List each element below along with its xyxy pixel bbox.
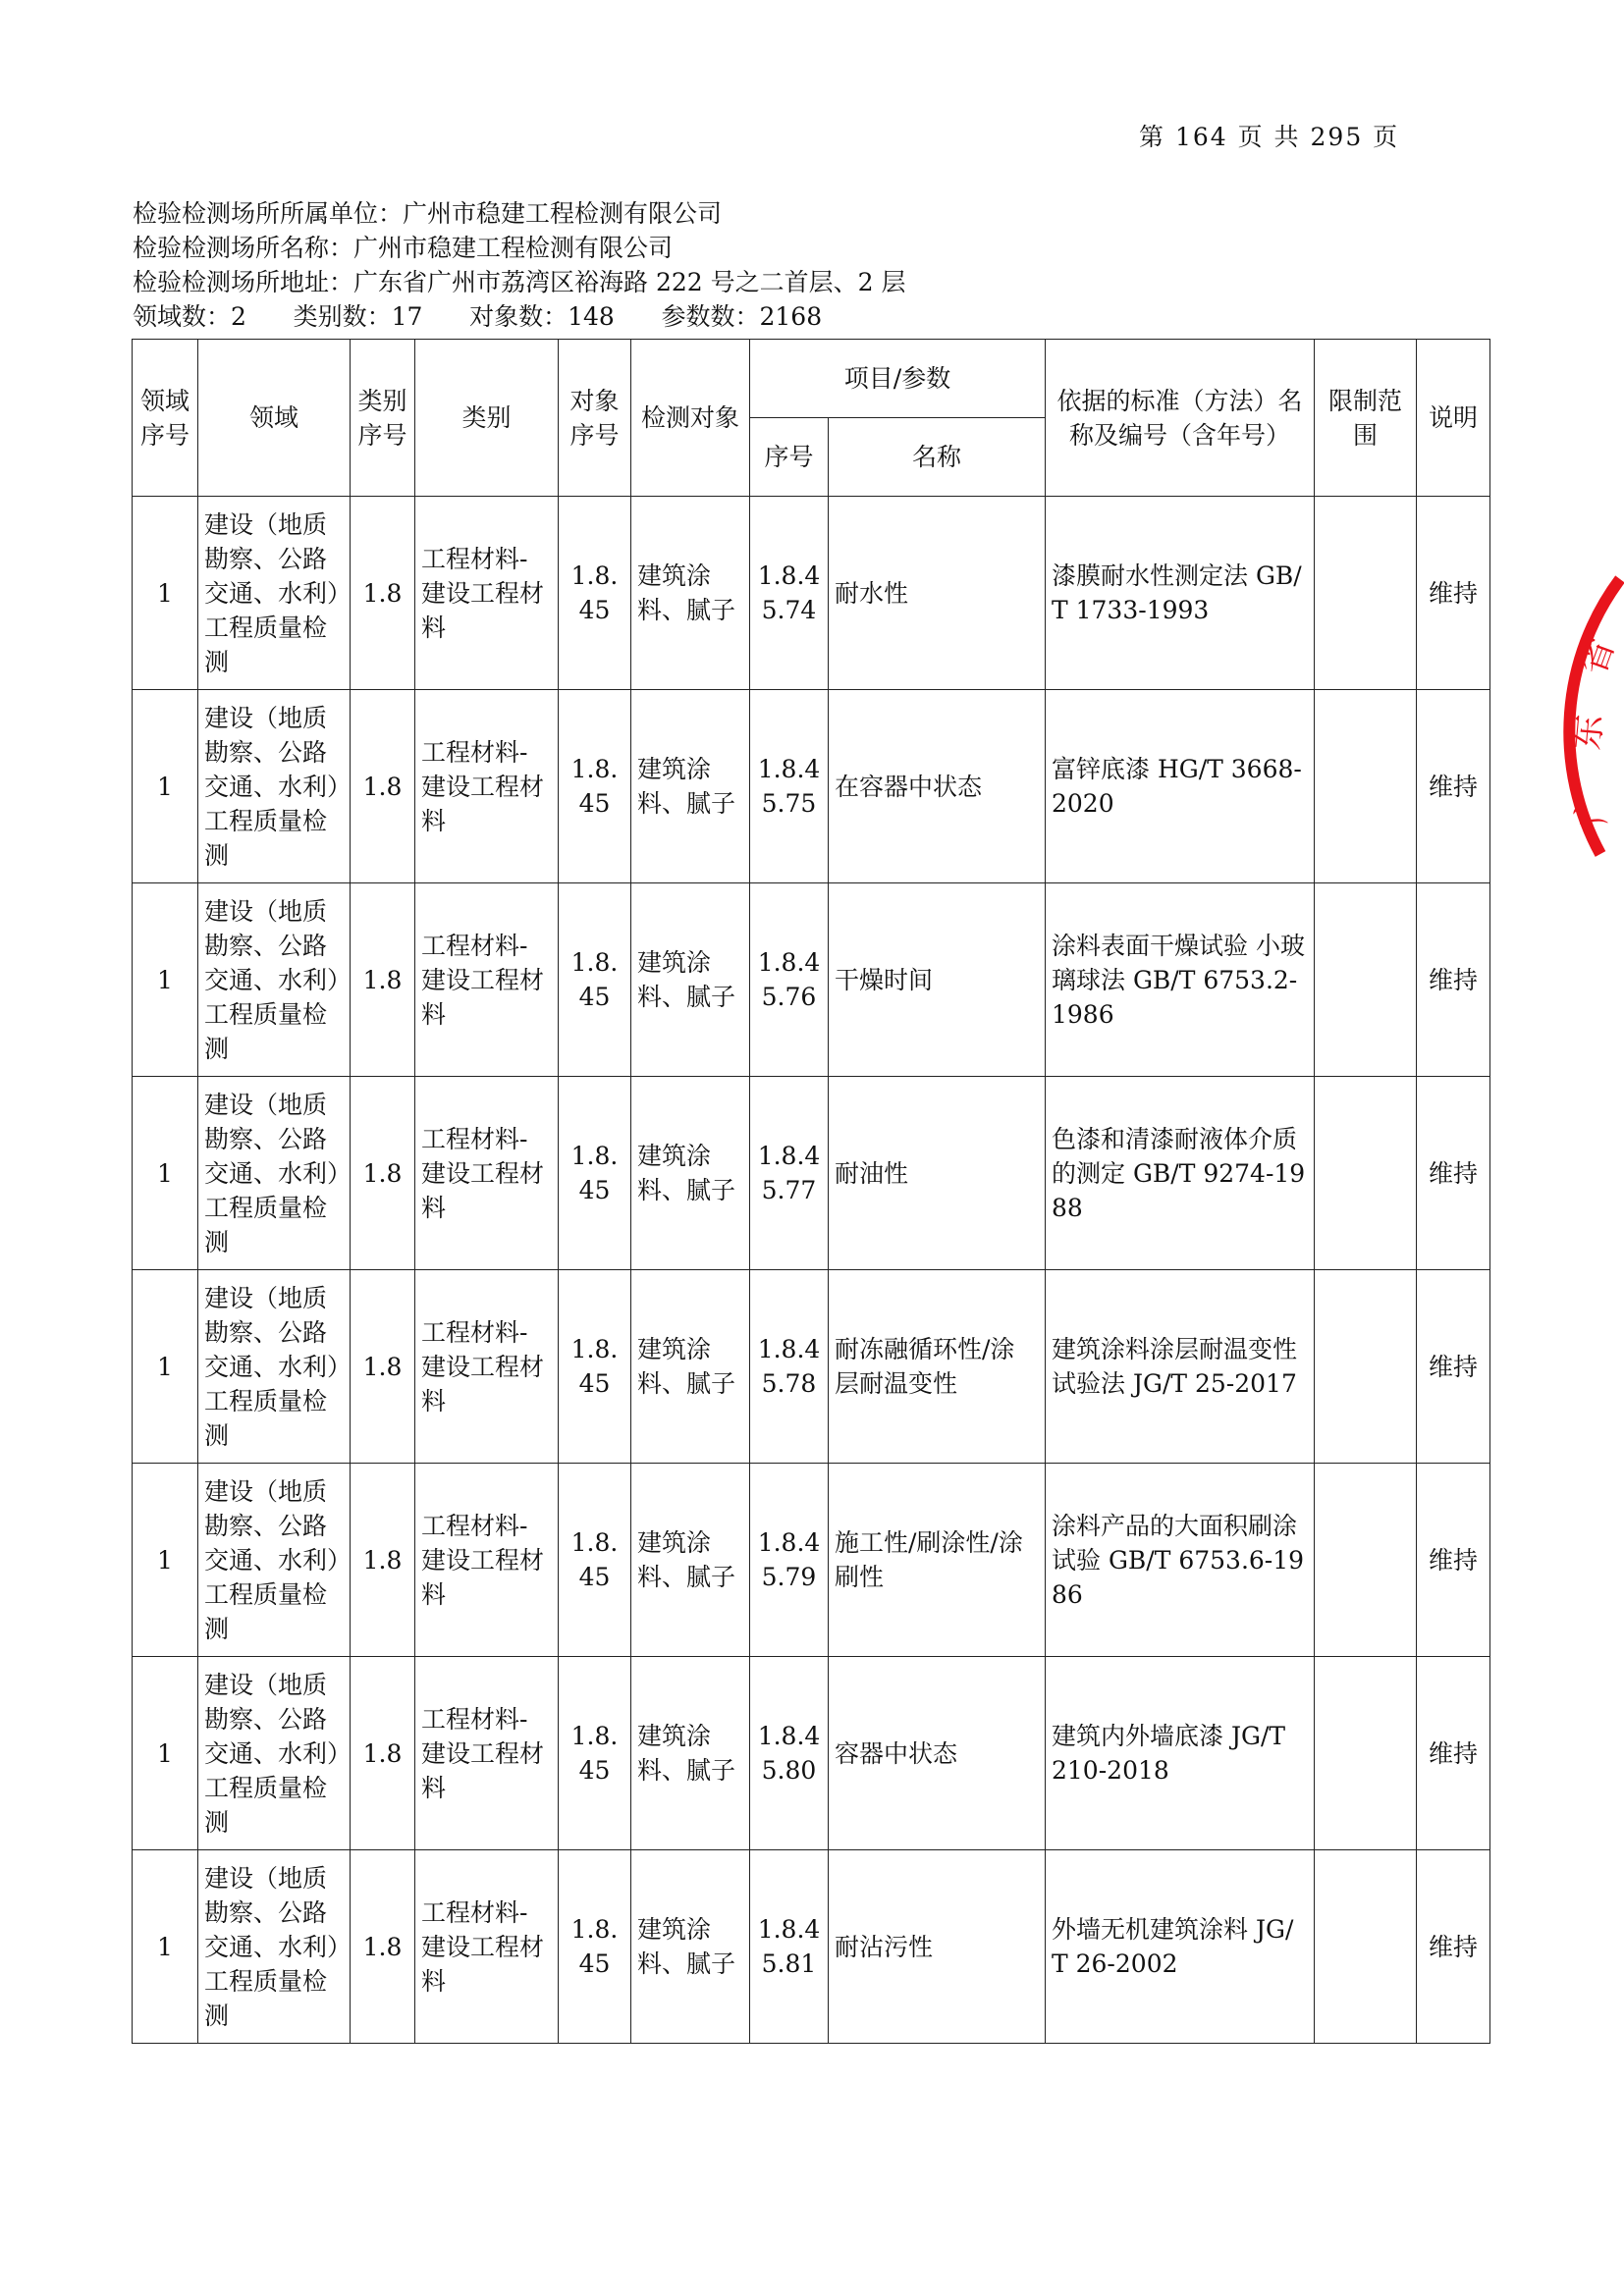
cell-seq: 1.8.45.77 bbox=[750, 1077, 829, 1270]
cell-domain-no: 1 bbox=[133, 883, 198, 1077]
svg-text:广: 广 bbox=[1568, 787, 1614, 830]
header-domain-no: 领域序号 bbox=[133, 340, 198, 497]
cell-cat: 工程材料-建设工程材料 bbox=[415, 1270, 559, 1464]
header-domain: 领域 bbox=[198, 340, 351, 497]
cell-limit bbox=[1315, 1850, 1417, 2044]
cell-obj-no: 1.8.45 bbox=[559, 883, 631, 1077]
cell-note: 维持 bbox=[1417, 1850, 1490, 2044]
cell-obj-no: 1.8.45 bbox=[559, 690, 631, 883]
cell-pname: 耐水性 bbox=[829, 497, 1046, 690]
header-category: 类别 bbox=[415, 340, 559, 497]
cell-cat: 工程材料-建设工程材料 bbox=[415, 883, 559, 1077]
cell-obj-no: 1.8.45 bbox=[559, 1270, 631, 1464]
table-row bbox=[133, 1270, 1490, 1464]
cell-domain: 建设（地质勘察、公路交通、水利）工程质量检测 bbox=[198, 1657, 351, 1850]
table-row bbox=[133, 1077, 1490, 1270]
table-row bbox=[133, 690, 1490, 883]
cell-domain: 建设（地质勘察、公路交通、水利）工程质量检测 bbox=[198, 690, 351, 883]
cell-limit bbox=[1315, 1270, 1417, 1464]
cell-domain-no: 1 bbox=[133, 1077, 198, 1270]
cell-domain-no: 1 bbox=[133, 1850, 198, 2044]
cell-obj: 建筑涂料、腻子 bbox=[631, 1077, 750, 1270]
header-param-name: 名称 bbox=[829, 418, 1046, 497]
table-row bbox=[133, 497, 1490, 690]
cell-obj-no: 1.8.45 bbox=[559, 497, 631, 690]
cell-seq: 1.8.45.74 bbox=[750, 497, 829, 690]
cell-cat-no: 1.8 bbox=[351, 1077, 415, 1270]
table-row bbox=[133, 1657, 1490, 1850]
cell-domain-no: 1 bbox=[133, 497, 198, 690]
cell-cat: 工程材料-建设工程材料 bbox=[415, 497, 559, 690]
cell-pname: 耐沾污性 bbox=[829, 1850, 1046, 2044]
cell-cat: 工程材料-建设工程材料 bbox=[415, 1657, 559, 1850]
cell-limit bbox=[1315, 497, 1417, 690]
cell-cat-no: 1.8 bbox=[351, 1850, 415, 2044]
cell-obj: 建筑涂料、腻子 bbox=[631, 1657, 750, 1850]
cell-seq: 1.8.45.78 bbox=[750, 1270, 829, 1464]
cell-domain: 建设（地质勘察、公路交通、水利）工程质量检测 bbox=[198, 1270, 351, 1464]
cell-obj-no: 1.8.45 bbox=[559, 1464, 631, 1657]
cell-standard: 富锌底漆 HG/T 3668-2020 bbox=[1046, 690, 1315, 883]
header-object-no: 对象序号 bbox=[559, 340, 631, 497]
cell-domain: 建设（地质勘察、公路交通、水利）工程质量检测 bbox=[198, 1850, 351, 2044]
cell-standard: 涂料表面干燥试验 小玻璃球法 GB/T 6753.2-1986 bbox=[1046, 883, 1315, 1077]
cell-obj: 建筑涂料、腻子 bbox=[631, 883, 750, 1077]
cell-cat-no: 1.8 bbox=[351, 1464, 415, 1657]
header-standard: 依据的标准（方法）名称及编号（含年号） bbox=[1046, 340, 1315, 497]
cell-pname: 耐油性 bbox=[829, 1077, 1046, 1270]
cell-limit bbox=[1315, 1464, 1417, 1657]
cell-limit bbox=[1315, 883, 1417, 1077]
cell-cat-no: 1.8 bbox=[351, 690, 415, 883]
cell-pname: 耐冻融循环性/涂层耐温变性 bbox=[829, 1270, 1046, 1464]
affiliated-unit: 检验检测场所所属单位：广州市稳建工程检测有限公司 bbox=[133, 199, 723, 228]
cell-pname: 干燥时间 bbox=[829, 883, 1046, 1077]
cell-standard: 建筑内外墙底漆 JG/T 210-2018 bbox=[1046, 1657, 1315, 1850]
cell-note: 维持 bbox=[1417, 690, 1490, 883]
cell-standard: 外墙无机建筑涂料 JG/T 26-2002 bbox=[1046, 1850, 1315, 2044]
cell-obj: 建筑涂料、腻子 bbox=[631, 1850, 750, 2044]
cell-domain: 建设（地质勘察、公路交通、水利）工程质量检测 bbox=[198, 1464, 351, 1657]
cell-limit bbox=[1315, 1657, 1417, 1850]
cell-pname: 施工性/刷涂性/涂刷性 bbox=[829, 1464, 1046, 1657]
cell-obj-no: 1.8.45 bbox=[559, 1077, 631, 1270]
table-row bbox=[133, 1850, 1490, 2044]
header-category-no: 类别序号 bbox=[351, 340, 415, 497]
cell-obj: 建筑涂料、腻子 bbox=[631, 497, 750, 690]
cell-seq: 1.8.45.81 bbox=[750, 1850, 829, 2044]
cell-obj: 建筑涂料、腻子 bbox=[631, 1270, 750, 1464]
official-seal bbox=[1561, 550, 1624, 883]
summary-counts: 领域数：2 类别数：17 对象数：148 参数数：2168 bbox=[133, 302, 823, 331]
cell-obj: 建筑涂料、腻子 bbox=[631, 1464, 750, 1657]
cell-limit bbox=[1315, 690, 1417, 883]
svg-text:省: 省 bbox=[1572, 633, 1623, 681]
cell-standard: 涂料产品的大面积刷涂试验 GB/T 6753.6-1986 bbox=[1046, 1464, 1315, 1657]
cell-note: 维持 bbox=[1417, 1464, 1490, 1657]
cell-domain-no: 1 bbox=[133, 690, 198, 883]
cell-domain-no: 1 bbox=[133, 1464, 198, 1657]
cell-domain: 建设（地质勘察、公路交通、水利）工程质量检测 bbox=[198, 1077, 351, 1270]
cell-seq: 1.8.45.79 bbox=[750, 1464, 829, 1657]
cell-obj: 建筑涂料、腻子 bbox=[631, 690, 750, 883]
cell-note: 维持 bbox=[1417, 497, 1490, 690]
table-row bbox=[133, 1464, 1490, 1657]
lab-name: 检验检测场所名称：广州市稳建工程检测有限公司 bbox=[133, 234, 674, 262]
header-object: 检测对象 bbox=[631, 340, 750, 497]
page-number: 第 164 页 共 295 页 bbox=[1139, 123, 1400, 151]
lab-info bbox=[133, 196, 905, 334]
cell-pname: 容器中状态 bbox=[829, 1657, 1046, 1850]
cell-obj-no: 1.8.45 bbox=[559, 1657, 631, 1850]
cell-domain-no: 1 bbox=[133, 1657, 198, 1850]
cell-standard: 色漆和清漆耐液体介质的测定 GB/T 9274-1988 bbox=[1046, 1077, 1315, 1270]
cell-note: 维持 bbox=[1417, 1657, 1490, 1850]
cell-obj-no: 1.8.45 bbox=[559, 1850, 631, 2044]
header-note: 说明 bbox=[1417, 340, 1490, 497]
cell-seq: 1.8.45.76 bbox=[750, 883, 829, 1077]
cell-pname: 在容器中状态 bbox=[829, 690, 1046, 883]
cell-cat: 工程材料-建设工程材料 bbox=[415, 1850, 559, 2044]
capability-table bbox=[132, 339, 1490, 2044]
cell-domain: 建设（地质勘察、公路交通、水利）工程质量检测 bbox=[198, 497, 351, 690]
cell-cat: 工程材料-建设工程材料 bbox=[415, 1464, 559, 1657]
cell-note: 维持 bbox=[1417, 1077, 1490, 1270]
header-limit: 限制范围 bbox=[1315, 340, 1417, 497]
header-seq: 序号 bbox=[750, 418, 829, 497]
cell-cat-no: 1.8 bbox=[351, 497, 415, 690]
lab-address: 检验检测场所地址：广东省广州市荔湾区裕海路 222 号之二首层、2 层 bbox=[133, 268, 906, 296]
cell-domain: 建设（地质勘察、公路交通、水利）工程质量检测 bbox=[198, 883, 351, 1077]
cell-note: 维持 bbox=[1417, 1270, 1490, 1464]
cell-cat-no: 1.8 bbox=[351, 1657, 415, 1850]
cell-standard: 建筑涂料涂层耐温变性试验法 JG/T 25-2017 bbox=[1046, 1270, 1315, 1464]
cell-seq: 1.8.45.75 bbox=[750, 690, 829, 883]
cell-cat-no: 1.8 bbox=[351, 883, 415, 1077]
cell-standard: 漆膜耐水性测定法 GB/T 1733-1993 bbox=[1046, 497, 1315, 690]
cell-domain-no: 1 bbox=[133, 1270, 198, 1464]
header-item-param: 项目/参数 bbox=[750, 340, 1046, 418]
cell-note: 维持 bbox=[1417, 883, 1490, 1077]
cell-limit bbox=[1315, 1077, 1417, 1270]
cell-cat: 工程材料-建设工程材料 bbox=[415, 1077, 559, 1270]
svg-text:东: 东 bbox=[1567, 713, 1611, 752]
cell-cat-no: 1.8 bbox=[351, 1270, 415, 1464]
cell-seq: 1.8.45.80 bbox=[750, 1657, 829, 1850]
cell-cat: 工程材料-建设工程材料 bbox=[415, 690, 559, 883]
table-row bbox=[133, 883, 1490, 1077]
